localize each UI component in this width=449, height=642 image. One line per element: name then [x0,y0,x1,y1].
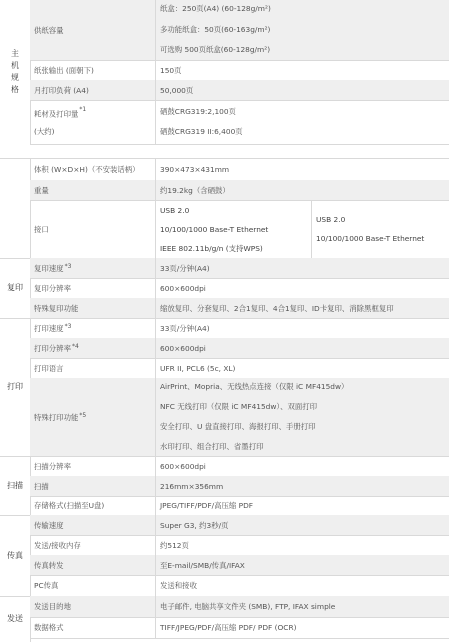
row-label: 传输速度 [30,515,156,535]
row-fax-forward [30,555,449,576]
label-text: 耗材及打印量 [34,109,79,119]
row-value: 约512页 [160,540,189,550]
row-interface [30,200,449,259]
row-value: 390×473×431mm [160,164,230,174]
row-label [30,378,156,456]
row-value: 约19.2kg（含硒鼓） [160,185,230,195]
row-label: 体积 (W×D×H)（不安装话柄） [30,158,156,180]
row-print-speed [30,318,449,339]
value-line: NFC 无线打印（仅限 iC MF415dw）、双面打印 [160,402,318,411]
row-fax-memory [30,535,449,556]
row-label: 月打印负荷 (A4) [30,80,156,100]
row-label: 存储格式(扫描至U盘) [30,496,156,515]
row-value: 33页/分钟(A4) [160,323,210,333]
footnote-mark: *3 [64,322,72,330]
value-line: 多功能纸盒：50页(60-163g/m²) [160,24,271,34]
row-paper-capacity [30,0,449,61]
row-value: JPEG/TIFF/PDF/高压缩 PDF [160,501,254,510]
interface-left [156,200,311,258]
row-label: 扫描 [30,476,156,496]
row-print-resolution [30,338,449,359]
row-label: 发送目的地 [30,596,156,617]
row-value: 600×600dpi [160,461,206,471]
row-label: PC传真 [30,575,156,596]
row-label: 接口 [30,200,156,258]
row-value: 发送和接收 [160,581,197,590]
row-label: 打印语言 [30,358,156,378]
row-fax-speed [30,515,449,536]
row-value: Super G3, 约3秒/页 [160,520,229,530]
label-text: 复印速度 [34,263,64,273]
value-line: 安全打印、U 盘直接打印、海报打印、手册打印 [160,422,316,431]
row-label: 传真转发 [30,555,156,575]
group-copy: 复印 [7,283,23,292]
value-line: USB 2.0 [160,205,190,215]
row-send-destination [30,596,449,618]
row-label: 供纸容量 [30,0,156,60]
row-label: 纸张输出 (面朝下) [30,60,156,80]
row-send-format [30,617,449,639]
row-scan-format [30,496,449,516]
row-print-language [30,358,449,379]
group-print: 打印 [7,382,23,391]
row-value: 33页/分钟(A4) [160,263,210,273]
row-label [30,258,156,278]
row-consumables [30,100,449,145]
row-copy-resolution [30,278,449,299]
group-send: 发送 [7,614,23,623]
row-copy-speed [30,258,449,279]
row-label: 复印分辨率 [30,278,156,298]
row-value: 216mm×356mm [160,481,224,491]
row-value: 600×600dpi [160,343,206,353]
row-value [156,378,449,456]
row-value: 缩放复印、分套复印、2合1复印、4合1复印、ID卡复印、消除黑框复印 [160,303,394,313]
value-line: 硒鼓CRG319 II:6,400页 [160,127,243,136]
row-value: 600×600dpi [160,283,206,293]
row-value [156,0,449,60]
row-weight [30,180,449,201]
row-value: 至E-mail/SMB/传真/IFAX [160,560,245,570]
value-line: 纸盒：250页(A4) (60-128g/m²) [160,4,271,14]
row-copy-features [30,298,449,319]
row-value: 150页 [160,65,182,75]
row-label: 重量 [30,180,156,200]
label-text: (大约) [34,127,55,137]
row-dimensions [30,158,449,181]
row-duty-cycle [30,80,449,101]
group-scan: 扫描 [7,480,23,490]
value-line: 硒鼓CRG319:2,100页 [160,107,236,116]
row-label [30,338,156,358]
interface-right [311,200,449,258]
value-line: 10/100/1000 Base-T Ethernet [316,234,425,243]
row-pc-fax [30,575,449,597]
row-value: TIFF/JPEG/PDF/高压缩 PDF/ PDF (OCR) [160,623,297,632]
row-value: 50,000页 [160,85,194,95]
row-scan-resolution [30,456,449,477]
label-line [34,103,86,123]
value-line: IEEE 802.11b/g/n (支持WPS) [160,243,263,253]
value-line: AirPrint、Mopria、无线热点连接（仅限 iC MF415dw） [160,382,349,391]
row-value: 电子邮件, 电脑共享文件夹 (SMB), FTP, IFAX simple [160,602,336,611]
row-label: 发送/接收内存 [30,535,156,555]
row-value: UFR II, PCL6 (5c, XL) [160,363,236,373]
footnote-mark: *5 [79,411,87,419]
row-print-features [30,378,449,457]
footnote-mark: *3 [64,262,72,270]
row-value [156,200,449,258]
row-label: 数据格式 [30,617,156,638]
row-paper-output [30,60,449,81]
row-label [30,100,156,144]
label-text: 特殊打印功能 [34,412,79,422]
footnote-mark: *4 [71,342,79,350]
row-label [30,318,156,338]
label-text: 打印速度 [34,323,64,333]
value-line: USB 2.0 [316,215,346,224]
value-line: 可选购 500页纸盒(60-128g/m²) [160,45,271,55]
footnote-mark: *1 [79,105,87,113]
row-label: 扫描分辨率 [30,456,156,476]
group-fax: 传真 [7,550,23,560]
value-line: 水印打印、组合打印、省墨打印 [160,442,264,451]
label-text: 打印分辨率 [34,343,71,353]
row-label: 特殊复印功能 [30,298,156,318]
group-main-specs: 主 机 规 格 [11,49,19,94]
value-line: 10/100/1000 Base-T Ethernet [160,224,269,234]
row-scan-area [30,476,449,497]
row-value [156,100,449,144]
